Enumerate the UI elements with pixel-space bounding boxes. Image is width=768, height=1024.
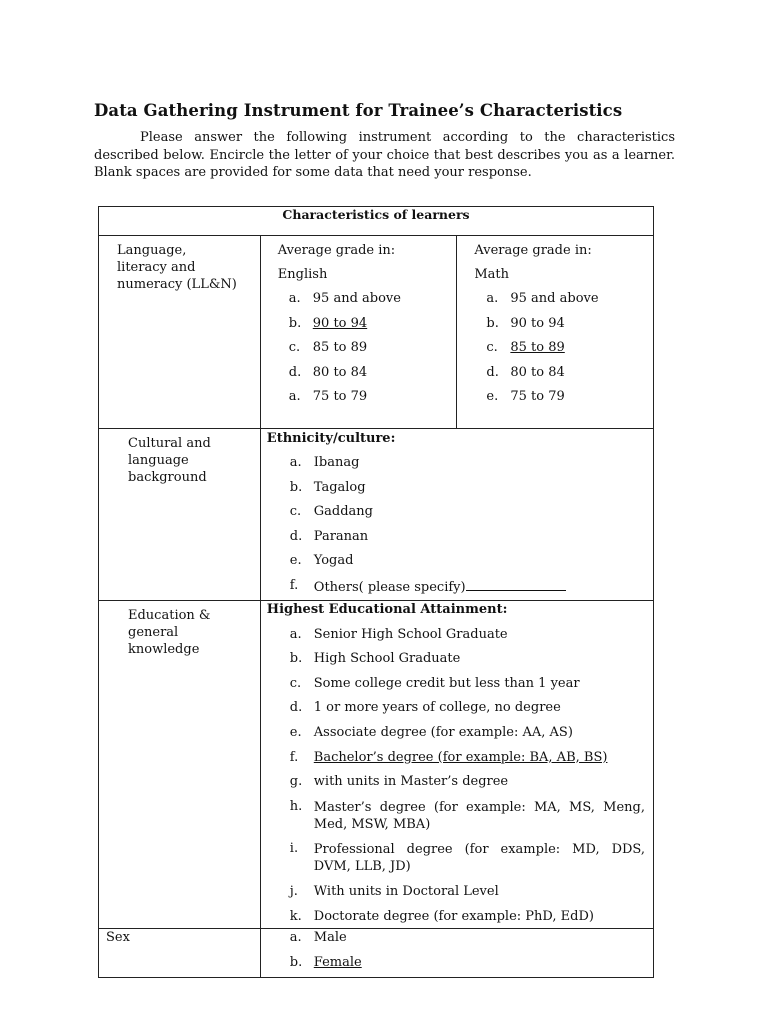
list-item[interactable]: e. 75 to 79: [486, 389, 565, 405]
category-cell-education: [99, 601, 261, 929]
list-item[interactable]: e. Associate degree (for example: AA, AS): [289, 724, 573, 740]
characteristics-table: [98, 206, 654, 978]
category-label-line: general: [128, 625, 179, 640]
math-options: [474, 291, 653, 405]
list-item[interactable]: c. 85 to 89: [288, 340, 368, 356]
list-item[interactable]: h. Master’s degree (for example: MA, MS, Meng, Med, MSW, MBA): [289, 798, 645, 832]
list-item[interactable]: d. 1 or more years of college, no degree: [289, 700, 561, 716]
others-label: Others( please specify): [313, 579, 466, 595]
list-item[interactable]: b. 90 to 94: [289, 316, 457, 332]
category-label-line: Sex: [106, 930, 130, 945]
category-cell-sex: [99, 929, 261, 978]
math-grade-cell: [457, 236, 654, 429]
list-item[interactable]: c. Some college credit but less than 1 year: [289, 675, 580, 691]
category-label-line: Cultural and: [128, 436, 211, 451]
list-item[interactable]: k. Doctorate degree (for example: PhD, EdD): [289, 908, 594, 924]
list-item[interactable]: f. Others( please specify): [290, 578, 653, 596]
category-label-line: background: [128, 470, 207, 485]
list-item[interactable]: a. Male: [289, 930, 347, 945]
list-item[interactable]: f. Bachelor’s degree (for example: BA, AB, BS): [290, 750, 645, 766]
category-label-line: literacy and: [117, 260, 196, 275]
list-item[interactable]: c. 85 to 89: [486, 340, 653, 356]
category-cell-llan: [99, 236, 261, 429]
education-cell: [260, 601, 653, 929]
list-item[interactable]: b. 90 to 94: [486, 315, 565, 331]
list-item[interactable]: d. Paranan: [289, 528, 369, 544]
english-grade-cell: [260, 236, 457, 429]
ethnicity-heading: Ethnicity/culture:: [266, 431, 396, 446]
selected-answer: 85 to 89: [510, 340, 565, 356]
category-label-line: Education &: [128, 608, 211, 623]
category-cell-culture: [99, 429, 261, 601]
list-item[interactable]: a. 95 and above: [486, 291, 599, 306]
education-options: [267, 627, 645, 925]
category-label-line: Language,: [117, 243, 187, 258]
list-item[interactable]: a. Ibanag: [289, 455, 360, 470]
list-item[interactable]: c. Gaddang: [289, 504, 374, 520]
education-heading: Highest Educational Attainment:: [266, 602, 508, 617]
list-item[interactable]: b. Tagalog: [289, 479, 366, 495]
category-label-line: numeracy (LL&N): [117, 277, 237, 292]
list-item[interactable]: j. With units in Doctoral Level: [289, 883, 499, 899]
english-options: [278, 291, 457, 405]
list-item[interactable]: b. Female: [290, 955, 653, 971]
list-item[interactable]: b. High School Graduate: [289, 651, 461, 667]
ethnicity-cell: [260, 429, 653, 601]
sex-cell: [260, 929, 653, 978]
list-item[interactable]: i. Professional degree (for example: MD, DDS, DVM, LLB, JD): [289, 841, 645, 875]
math-heading: Average grade in:: [474, 243, 592, 258]
list-item[interactable]: e. Yogad: [289, 553, 354, 569]
list-item[interactable]: d. 80 to 84: [288, 364, 368, 380]
selected-answer: Bachelor’s degree (for example: BA, AB, BS): [313, 749, 608, 765]
page-title: Data Gathering Instrument for Trainee’s Characteristics: [94, 101, 623, 120]
list-item[interactable]: a. 75 to 79: [288, 389, 368, 405]
instructions-paragraph: Please answer the following instrument according to the characteristics described below. Encircle the letter of your choice that best describes you as a learner. Blank spaces are provided for some data that need your response.: [94, 130, 675, 180]
list-item[interactable]: a. 95 and above: [288, 291, 401, 306]
specify-blank[interactable]: [466, 578, 566, 591]
ethnicity-options: [267, 455, 653, 596]
category-label-line: language: [128, 453, 189, 468]
category-label-line: knowledge: [128, 642, 200, 657]
list-item[interactable]: d. 80 to 84: [486, 364, 565, 380]
table-header: Characteristics of learners: [99, 207, 654, 236]
english-heading: Average grade in:: [277, 243, 396, 258]
sex-options: [290, 930, 653, 971]
math-subject: Math: [474, 267, 510, 282]
list-item[interactable]: a. Senior High School Graduate: [289, 626, 508, 642]
list-item[interactable]: g. with units in Master’s degree: [289, 774, 509, 790]
selected-answer: Female: [313, 954, 362, 970]
selected-answer: 90 to 94: [312, 315, 368, 331]
english-subject: English: [277, 267, 328, 282]
